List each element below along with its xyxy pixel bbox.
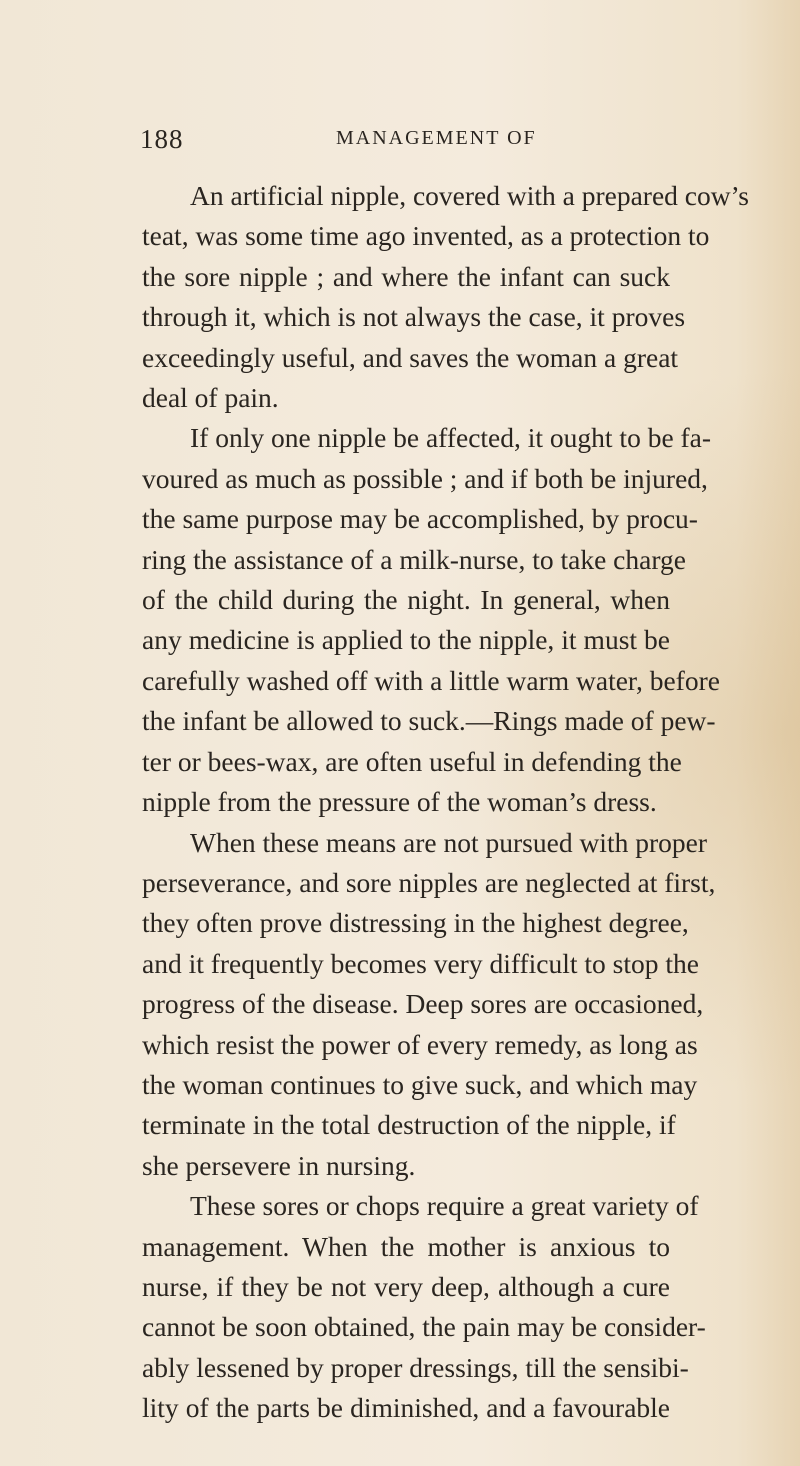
text-line: the woman continues to give suck, and which may [142, 1068, 698, 1100]
running-head: MANAGEMENT OF [336, 127, 537, 149]
text-line: When these means are not pursued with proper [190, 826, 707, 858]
text-line: lity of the parts be diminished, and a favourable [142, 1392, 670, 1424]
text-line: of the child during the night. In general, when [142, 584, 670, 616]
text-line: An artificial nipple, covered with a prepared cow’s [190, 180, 749, 211]
page-number: 188 [140, 124, 184, 154]
text-line: If only one nipple be affected, it ought to be fa- [190, 422, 712, 454]
paragraph-4 [140, 1186, 706, 1428]
text-line: management. When the mother is anxious to [142, 1230, 670, 1262]
text-line: ably lessened by proper dressings, till the sensibi- [142, 1351, 689, 1383]
text-line: she persevere in nursing. [142, 1149, 416, 1181]
text-line: and it frequently becomes very difficult to stop the [142, 947, 699, 979]
text-line: through it, which is not always the case, it proves [142, 301, 686, 333]
text-line: the infant be allowed to suck.—Rings made of pew- [142, 705, 716, 737]
paragraph-1 [140, 176, 749, 418]
text-line: they often prove distressing in the highest degree, [142, 907, 689, 939]
text-line: nurse, if they be not very deep, although a cure [142, 1270, 670, 1302]
text-line: ter or bees-wax, are often useful in defending the [142, 745, 682, 777]
text-line: cannot be soon obtained, the pain may be consider- [142, 1311, 706, 1343]
text-line: exceedingly useful, and saves the woman a great [142, 341, 679, 373]
text-line: the same purpose may be accomplished, by procu- [142, 503, 698, 535]
text-line: teat, was some time ago invented, as a protection to [142, 220, 710, 252]
text-line: nipple from the pressure of the woman’s dress. [142, 786, 657, 818]
text-line: the sore nipple ; and where the infant can suck [142, 260, 670, 292]
text-line: perseverance, and sore nipples are neglected at first, [142, 866, 716, 898]
text-line: ring the assistance of a milk-nurse, to take charge [142, 543, 686, 575]
paragraph-3 [140, 823, 716, 1187]
text-line: carefully washed off with a little warm water, before [142, 664, 720, 696]
text-line: which resist the power of every remedy, as long as [142, 1028, 698, 1060]
text-line: voured as much as possible ; and if both be injured, [142, 462, 708, 494]
page-header [140, 124, 675, 164]
text-line: any medicine is applied to the nipple, it must be [142, 624, 670, 656]
text-line: These sores or chops require a great variety of [190, 1190, 699, 1222]
paragraph-2 [140, 418, 720, 822]
text-line: deal of pain. [142, 382, 279, 414]
text-line: terminate in the total destruction of the nipple, if [142, 1109, 676, 1141]
text-line: progress of the disease. Deep sores are occasioned, [142, 988, 704, 1020]
body-text [140, 176, 749, 1429]
